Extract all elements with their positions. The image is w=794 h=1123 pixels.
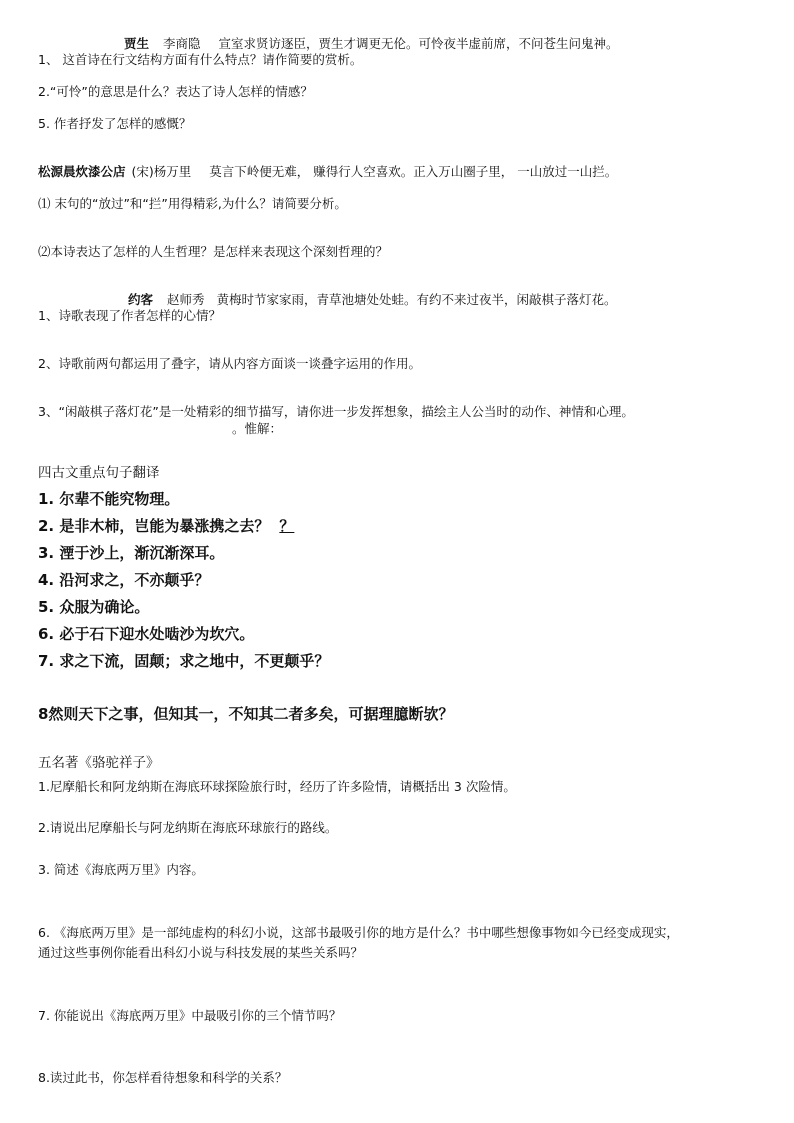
poem3-question-1: 1、诗歌表现了作者怎样的心情？ <box>38 308 221 323</box>
translation-sentence-2 <box>38 516 294 536</box>
poem2-question-1: ⑴ 末句的“放过”和“拦”用得精彩,为什么？请简要分析。 <box>38 196 347 211</box>
book-question-3: 3. 简述《海底两万里》内容。 <box>38 862 204 877</box>
translation-sentence-5: 5. 众服为确论。 <box>38 598 150 616</box>
poem3-question-2: 2、诗歌前两句都运用了叠字，请从内容方面谈一谈叠字运用的作用。 <box>38 356 421 371</box>
poem1-text: 宣室求贤访逐臣，贾生才调更无伦。可怜夜半虚前席，不问苍生问鬼神。 <box>218 36 619 51</box>
translation-sentence-2-underlined-mark: ？ <box>279 517 295 535</box>
poem3-note: 。惟解： <box>232 421 283 436</box>
poem2-question-2: ⑵本诗表达了怎样的人生哲理？是怎样来表现这个深刻哲理的？ <box>38 244 389 259</box>
book-question-6-line-1: 6. 《海底两万里》是一部纯虚构的科幻小说，这部书最吸引你的地方是什么？书中哪些想像事物如今已经变成现实， <box>38 925 679 940</box>
poem1-header <box>124 36 619 52</box>
book-question-6-line-2: 通过这些事例你能看出科幻小说与科技发展的某些关系吗？ <box>38 945 364 960</box>
poem3-question-3: 3、“闲敲棋子落灯花”是一处精彩的细节描写，请你进一步发挥想象，描绘主人公当时的动作、神情和心理。 <box>38 404 634 419</box>
poem3-title: 约客 <box>128 292 154 307</box>
poem1-question-1: 1、 这首诗在行文结构方面有什么特点？请作简要的赏析。 <box>38 52 363 67</box>
book-question-7: 7. 你能说出《海底两万里》中最吸引你的三个情节吗？ <box>38 1008 342 1023</box>
poem3-header <box>128 292 617 308</box>
poem3-author: 赵师秀 <box>167 292 205 307</box>
book-question-2: 2.请说出尼摩船长与阿龙纳斯在海底环球旅行的路线。 <box>38 820 338 835</box>
translation-sentence-6: 6. 必于石下迎水处啮沙为坎穴。 <box>38 625 255 643</box>
translation-sentence-4: 4. 沿河求之，不亦颠乎？ <box>38 571 210 589</box>
section5-heading: 五名著《骆驼祥子》 <box>38 755 160 771</box>
poem2-title: 松源晨炊漆公店 <box>38 164 126 179</box>
poem1-author: 李商隐 <box>163 36 201 51</box>
translation-sentence-1: 1. 尔辈不能究物理。 <box>38 490 180 508</box>
translation-sentence-2-text: 2. 是非木柿，岂能为暴涨携之去？ <box>38 517 270 535</box>
translation-sentence-3: 3. 湮于沙上，渐沉渐深耳。 <box>38 544 225 562</box>
poem3-text: 黄梅时节家家雨，青草池塘处处蛙。有约不来过夜半，闲敲棋子落灯花。 <box>216 292 617 307</box>
translation-sentence-8: 8然则天下之事，但知其一，不知其二者多矣，可据理臆断欤？ <box>38 705 454 723</box>
section4-heading: 四古文重点句子翻译 <box>38 465 160 481</box>
poem1-question-2: 2.“可怜”的意思是什么？表达了诗人怎样的情感？ <box>38 84 313 99</box>
poem1-question-5: 5. 作者抒发了怎样的感慨？ <box>38 116 192 131</box>
poem2-text: 莫言下岭便无难， 赚得行人空喜欢。正入万山圈子里， 一山放过一山拦。 <box>209 164 618 179</box>
book-question-1: 1.尼摩船长和阿龙纳斯在海底环球探险旅行时，经历了许多险情，请概括出 3 次险情。 <box>38 779 516 794</box>
translation-sentence-7: 7. 求之下流，固颠；求之地中，不更颠乎？ <box>38 652 330 670</box>
poem1-title: 贾生 <box>124 36 150 51</box>
poem2-header <box>38 164 617 180</box>
book-question-8: 8.读过此书，你怎样看待想象和科学的关系？ <box>38 1070 288 1085</box>
poem2-author: (宋)杨万里 <box>131 164 192 179</box>
